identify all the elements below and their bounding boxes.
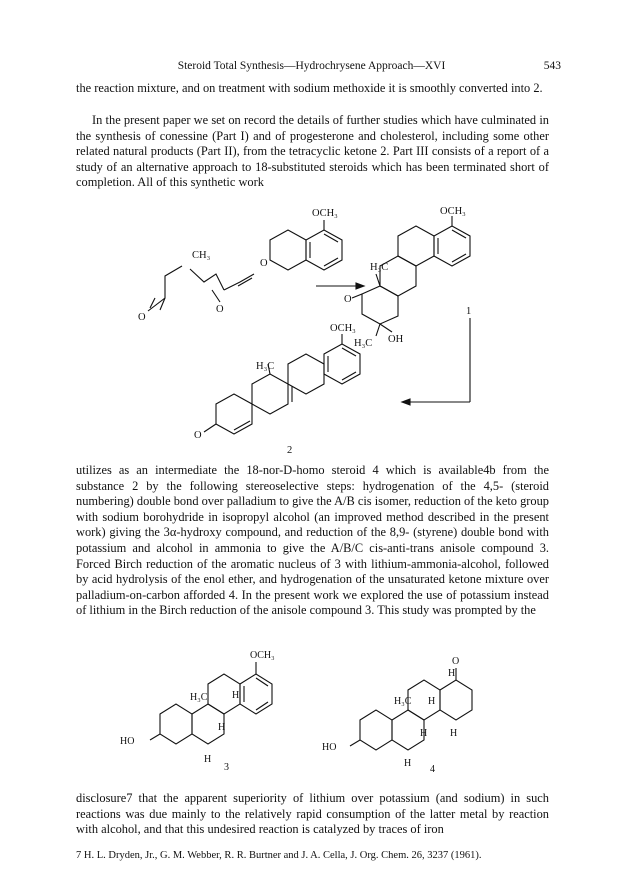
- running-title: Steroid Total Synthesis—Hydrochrysene Approach—XVI: [177, 60, 446, 72]
- s3-h-top: H: [232, 690, 240, 701]
- s4-h-c: H: [450, 728, 458, 739]
- reaction-scheme: [120, 206, 500, 456]
- scheme-och3-top-right: OCH₃: [440, 206, 466, 217]
- running-header: [0, 60, 623, 76]
- s3-h-mid: H: [218, 722, 226, 733]
- methyl-chain: [190, 269, 224, 290]
- s4-ring-d: [440, 680, 472, 720]
- scheme-h3c-mid: H₃C: [256, 361, 275, 372]
- s4-h3c: H₃C: [394, 696, 412, 707]
- s3-ring-aromatic: [240, 674, 272, 714]
- ring-b-right: [398, 226, 434, 266]
- s3-och3: OCH₃: [250, 650, 275, 661]
- scheme-o-ring: O: [344, 294, 352, 305]
- scheme-label-1: 1: [466, 306, 472, 317]
- paragraph-4: disclosure7 that the apparent superiority of lithium over potassium (and sodium) in such reactions was due mainly to the relatively rapid consumption of the latter metal by reaction with alcohol, and that this undesired reaction is catalyzed by traces of iron: [76, 791, 549, 837]
- scheme-h3c-right: H₃C: [370, 262, 389, 273]
- s3-h-bot: H: [204, 754, 212, 765]
- scheme-label-2: 2: [287, 445, 293, 456]
- ring-a-left: [270, 230, 306, 270]
- s4-h-b: H: [420, 728, 428, 739]
- footnote: 7 H. L. Dryden, Jr., G. M. Webber, R. R. Burtner and J. A. Cella, J. Org. Chem. 26, 3237 (1961).: [76, 850, 482, 861]
- s3-ring-a: [160, 704, 192, 744]
- structures-3-and-4: [120, 640, 490, 790]
- scheme-o-mid: O: [194, 430, 202, 441]
- scheme-oh: OH: [388, 334, 404, 345]
- vinyl-ketone-chain: [148, 266, 182, 311]
- scheme-o2: O: [216, 304, 224, 315]
- s4-o: O: [452, 656, 460, 667]
- scheme-o3: O: [260, 258, 268, 269]
- s4-h-bot: H: [404, 758, 412, 769]
- s4-h-a: H: [428, 696, 436, 707]
- ring-c-bottom: [288, 354, 324, 394]
- paragraph-3: utilizes as an intermediate the 18-nor-D-homo steroid 4 which is available4b from the substance 2 by the following stereoselective steps: hydrogenation of the 4,5- (steroid numbering) double bond over palladium to give the A/B cis isomer, reduction of the keto group with sodium borohydride in isopropyl alcohol (an improved method described in the present work) giving the 3α-hydroxy compound, and reduction of the 8,9- (styrene) double bond with potassium and alcohol in ammonia to give the A/B/C cis-anti-trans anisole compound 3. Forced Birch reduction of the aromatic nucleus of 3 with lithium-ammonia-alcohol, followed by acid hydrolysis of the enol ether, and hydrogenation of the unsaturated ketone mixture over palladium-on-carbon afforded 4. In the present work we explored the use of potassium instead of lithium in the Birch reduction of the anisole compound 3. This study was prompted by the: [76, 463, 550, 618]
- ring-aromatic-bottom: [324, 344, 360, 384]
- scheme-h3c-bottom: H₃C: [354, 338, 373, 349]
- paragraph-2: In the present paper we set on record the details of further studies which have culminated in the synthesis of conessine (Part I) and of progesterone and cholesterol, including some other related natural products (Part II), from the tetracyclic ketone 2. Part III consists of a report of a study of an alternative approach to 18-substituted steroids which has been terminated short of completion. All of this synthetic work: [76, 113, 549, 190]
- s3-h3c: H₃C: [190, 692, 208, 703]
- ring-aromatic-left: [306, 230, 342, 270]
- ring-a-bottom: [216, 394, 252, 434]
- s3-ho: HO: [120, 736, 135, 747]
- page-number: 543: [543, 60, 561, 72]
- scheme-och3-mid: OCH₃: [330, 323, 356, 334]
- scheme-och3-top-left: OCH₃: [312, 208, 338, 219]
- ring-aromatic-right: [434, 226, 470, 266]
- s4-label: 4: [430, 764, 435, 775]
- s4-ho: HO: [322, 742, 337, 753]
- scheme-o1: O: [138, 312, 146, 323]
- ring-b-bottom: [252, 374, 288, 414]
- s4-ring-a: [360, 710, 392, 750]
- scheme-ch3: CH₃: [192, 250, 211, 261]
- s3-label: 3: [224, 762, 229, 773]
- ring-d-right: [362, 286, 398, 324]
- paragraph-1: the reaction mixture, and on treatment with sodium methoxide it is smoothly converted into 2.: [76, 81, 543, 95]
- s4-h-top: H: [448, 668, 456, 679]
